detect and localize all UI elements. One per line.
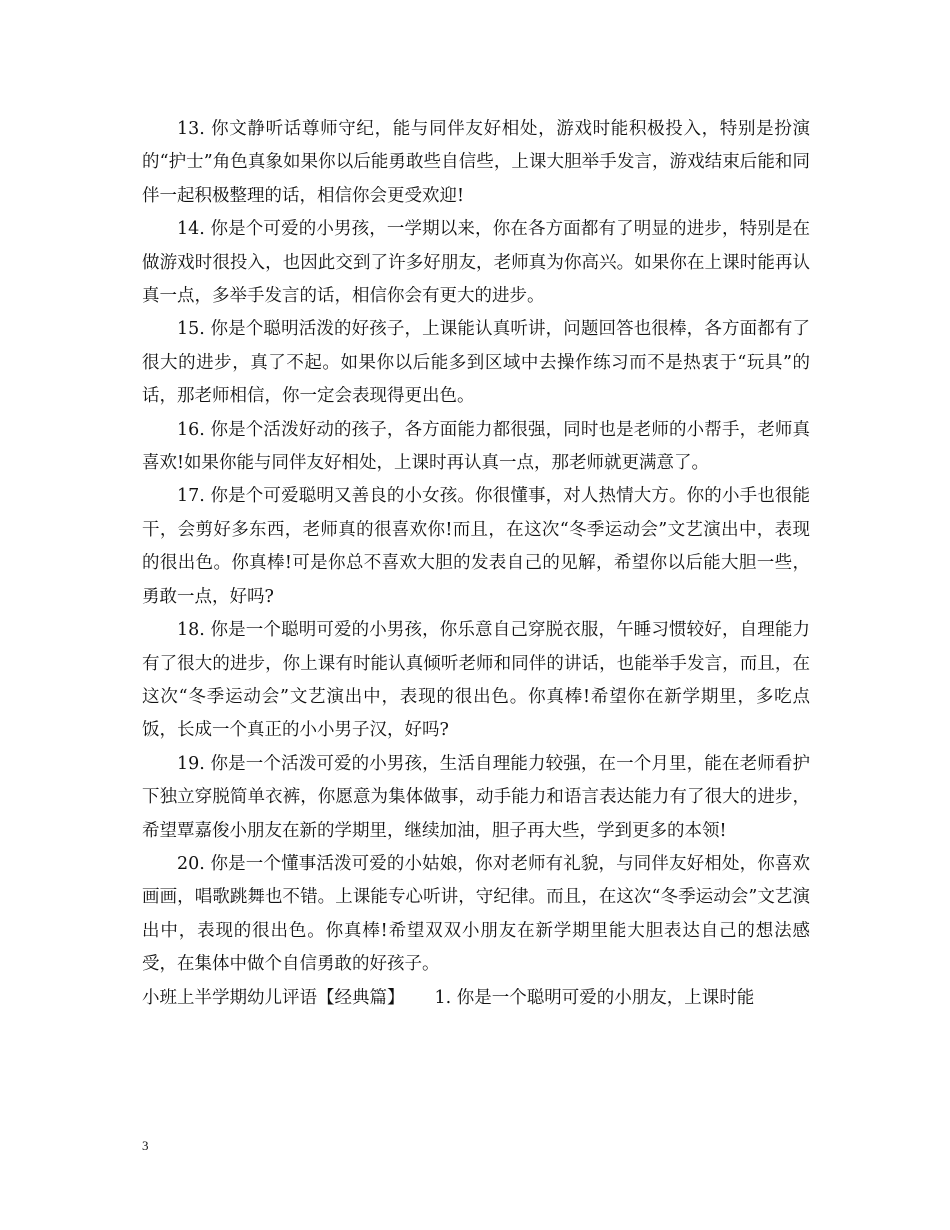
comment-paragraph-14: 14. 你是个可爱的小男孩，一学期以来，你在各方面都有了明显的进步，特别是在做游戏时很投入，也因此交到了许多好朋友，老师真为你高兴。如果你在上课时能再认真一点，多举手发言的话，相信你会有更大的进步。 (142, 219, 810, 307)
page-number: 3 (142, 1138, 149, 1153)
comment-paragraph-16: 16. 你是个活泼好动的孩子，各方面能力都很强，同时也是老师的小帮手，老师真喜欢!如果你能与同伴友好相处，上课时再认真一点，那老师就更满意了。 (142, 419, 810, 474)
comment-paragraph-15: 15. 你是个聪明活泼的好孩子，上课能认真听讲，问题回答也很棒，各方面都有了很大的进步，真了不起。如果你以后能多到区域中去操作练习而不是热衷于“玩具”的话，那老师相信，你一定会表现得更出色。 (142, 319, 810, 407)
comment-paragraph-20: 20. 你是一个懂事活泼可爱的小姑娘，你对老师有礼貌，与同伴友好相处，你喜欢画画，唱歌跳舞也不错。上课能专心听讲，守纪律。而且，在这次“冬季运动会”文艺演出中，表现的很出色。你真棒!希望双双小朋友在新学期里能大胆表达自己的想法感受，在集体中做个自信勇敢的好孩子。 (142, 853, 810, 975)
comment-paragraph-17: 17. 你是个可爱聪明又善良的小女孩。你很懂事，对人热情大方。你的小手也很能干，会剪好多东西，老师真的很喜欢你!而且，在这次“冬季运动会”文艺演出中，表现的很出色。你真棒!可是你总不喜欢大胆的发表自己的见解，希望你以后能大胆一些，勇敢一点，好吗? (142, 486, 810, 607)
section-start-line (142, 982, 810, 1015)
comment-paragraph-13: 13. 你文静听话尊师守纪，能与同伴友好相处，游戏时能积极投入，特别是扮演的“护士”角色真象如果你以后能勇敢些自信些，上课大胆举手发言，游戏结束后能和同伴一起积极整理的话，相信你会更受欢迎! (142, 119, 810, 206)
comment-paragraph-19: 19. 你是一个活泼可爱的小男孩，生活自理能力较强，在一个月里，能在老师看护下独立穿脱简单衣裤，你愿意为集体做事，动手能力和语言表达能力有了很大的进步，希望覃嘉俊小朋友在新的学期里，继续加油，胆子再大些，学到更多的本领! (142, 753, 810, 841)
next-item-start: 1. 你是一个聪明可爱的小朋友，上课时能 (434, 987, 755, 1008)
document-body (142, 113, 810, 1015)
comment-paragraph-18: 18. 你是一个聪明可爱的小男孩，你乐意自己穿脱衣服，午睡习惯较好，自理能力有了很大的进步，你上课有时能认真倾听老师和同伴的讲话，也能举手发言，而且，在这次“冬季运动会”文艺演出中，表现的很出色。你真棒!希望你在新学期里，多吃点饭，长成一个真正的小小男子汉，好吗? (142, 620, 810, 741)
section-title: 小班上半学期幼儿评语【经典篇】 (142, 987, 405, 1008)
